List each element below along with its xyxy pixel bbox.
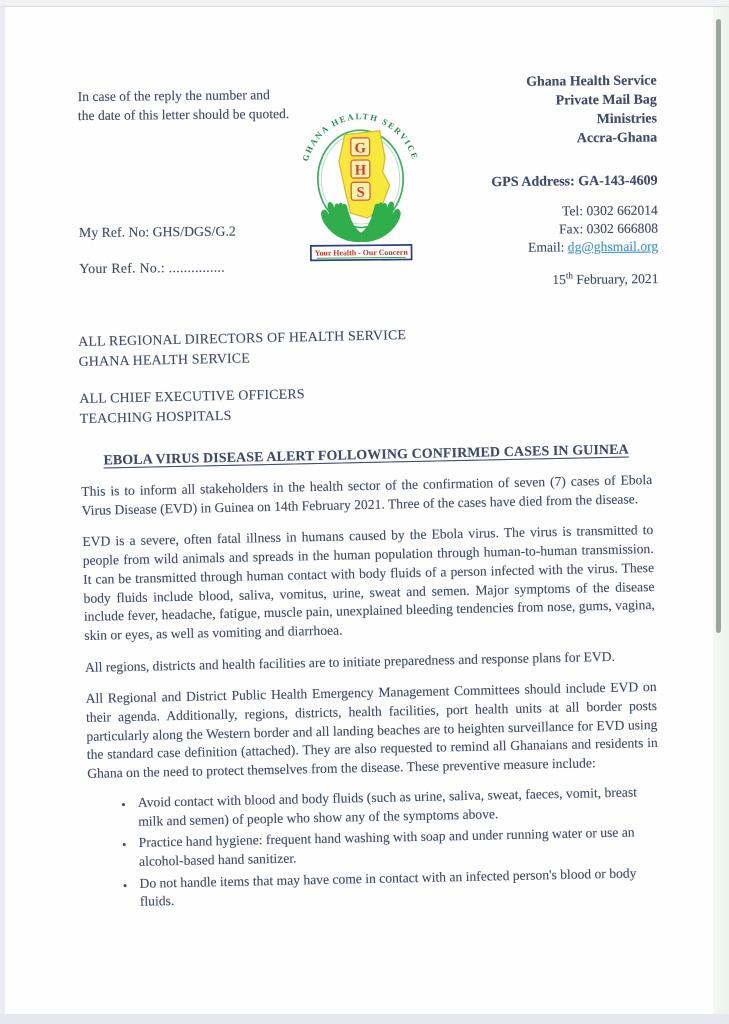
body-paragraph: All regions, districts and health facilities are to initiate preparedness and response plans for EVD. bbox=[84, 648, 616, 675]
viewer-left-edge bbox=[0, 7, 5, 1014]
recipient-line: TEACHING HOSPITALS bbox=[79, 408, 232, 427]
logo-banner-text: Your Health - Our Concern bbox=[314, 247, 408, 258]
logo-letter-h: H bbox=[354, 162, 367, 179]
hq-address bbox=[526, 72, 657, 149]
address-line: Ministries bbox=[596, 111, 658, 128]
bullet-list bbox=[88, 783, 661, 913]
address-line: Ghana Health Service bbox=[526, 73, 657, 90]
recipients bbox=[78, 321, 651, 430]
bullet-text: Avoid contact with blood and body fluids (such as urine, saliva, sweat, faeces, vomit, breast milk and semen) of people who show any of the symptoms above. bbox=[137, 784, 638, 829]
gps-address: GPS Address: GA-143-4609 bbox=[491, 173, 658, 191]
email-label: Email: bbox=[528, 239, 568, 255]
recipient-line: ALL REGIONAL DIRECTORS OF HEALTH SERVICE bbox=[78, 328, 407, 350]
logo-letter-blocks bbox=[351, 138, 370, 201]
date-rest: February, 2021 bbox=[572, 271, 659, 287]
letter-date bbox=[552, 270, 658, 289]
letter-body bbox=[78, 321, 661, 916]
recipients-block-2 bbox=[79, 378, 651, 430]
scrollbar-thumb[interactable] bbox=[716, 19, 721, 633]
bullet-text: Do not handle items that may have come in contact with an infected person's blood or body fluids. bbox=[139, 865, 637, 910]
ghs-logo bbox=[296, 88, 426, 269]
ghs-logo-svg bbox=[296, 88, 426, 264]
date-ordinal: th bbox=[565, 270, 573, 281]
logo-letter-s: S bbox=[356, 184, 365, 201]
email-link[interactable]: dg@ghsmail.org bbox=[567, 238, 659, 255]
body-paragraph: This is to inform all stakeholders in the health sector of the confirmation of seven (7) cases of Ebola Virus Disease (EVD) in Guinea on 14th February 2021. Three of the cases have died from the disease. bbox=[81, 472, 653, 518]
fax-line: Fax: 0302 666808 bbox=[558, 220, 659, 237]
recipient-line: GHANA HEALTH SERVICE bbox=[78, 351, 251, 370]
tel-line: Tel: 0302 662014 bbox=[562, 202, 658, 219]
bullet-text: Practice hand hygiene: frequent hand washing with soap and under running water or use an alcohol-based hand sanitizer. bbox=[138, 824, 635, 869]
body-paragraph: All Regional and District Public Health Emergency Management Committees should include EVD on their agenda. Additionally, regions, districts, health facilities, port health units at all border posts particularly along the Western border and all landing beaches are to heighten surveillance for EVD using the standard case definition (attached). They are also requested to remind all Ghanaians and residents in Ghana on the need to protect themselves from the disease. These preventive measure include: bbox=[85, 679, 658, 782]
logo-letter-g: G bbox=[354, 140, 366, 157]
bullet-item bbox=[135, 864, 661, 912]
scrollbar-track[interactable] bbox=[713, 7, 729, 1014]
reply-note: In case of the reply the number and the date of this letter should be quoted. bbox=[77, 87, 290, 124]
recipient-line: ALL CHIEF EXECUTIVE OFFICERS bbox=[79, 387, 305, 407]
date-day: 15 bbox=[552, 271, 566, 288]
logo-banner bbox=[311, 245, 412, 260]
viewer-bottom-edge bbox=[0, 1014, 729, 1024]
your-ref: Your Ref. No.: ............... bbox=[79, 259, 226, 277]
body-paragraph: EVD is a severe, often fatal illness in humans caused by the Ebola virus. The virus is transmitted to people from wild animals and spreads in the human population through human-to-human transmission. It can be transmitted through human contact with body fluids of a person infected with the virus. These body fluids include blood, saliva, vomitus, urine, sweat and semen. Major symptoms of the disease include fever, headache, fatigue, muscle pain, unexplained bleeding tendencies from nose, gums, vagina, skin or eyes, as well as vomiting and diarrhoea. bbox=[82, 522, 655, 643]
address-line: Accra-Ghana bbox=[576, 130, 658, 147]
letter-page bbox=[5, 7, 713, 1014]
email-line bbox=[528, 238, 658, 257]
viewer-top-bar bbox=[0, 0, 729, 7]
contact-block bbox=[528, 202, 659, 257]
my-ref: My Ref. No: GHS/DGS/G.2 bbox=[78, 223, 236, 241]
body-copy bbox=[81, 471, 661, 913]
logo-arc-text: GHANA HEALTH SERVICE bbox=[300, 111, 421, 163]
subject-heading: EBOLA VIRUS DISEASE ALERT FOLLOWING CONFIRMED CASES IN GUINEA bbox=[103, 442, 629, 469]
address-line: Private Mail Bag bbox=[555, 92, 657, 109]
